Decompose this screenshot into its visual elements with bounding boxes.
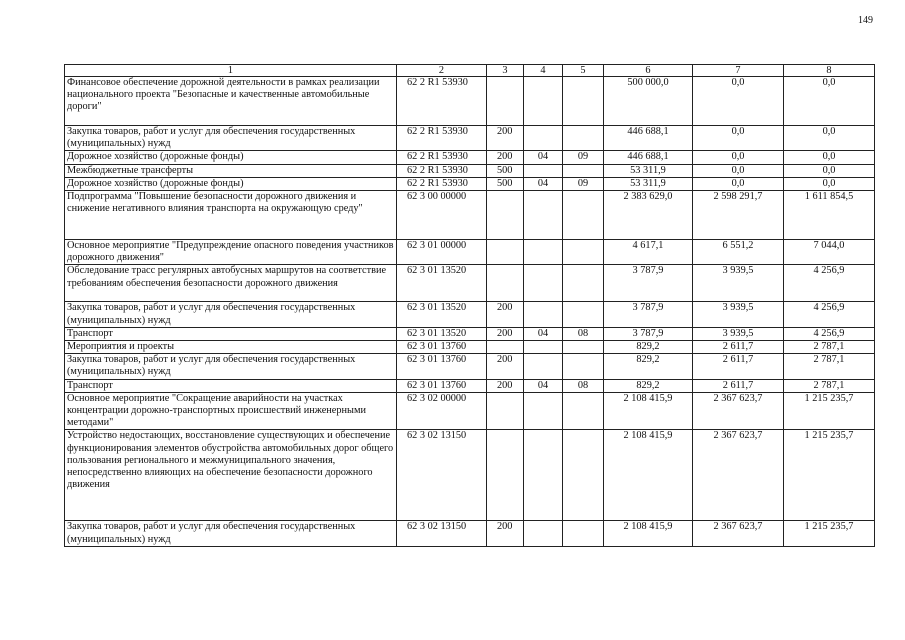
row-name-cell: Подпрограмма "Повышение безопасности дорожного движения и снижение негативного влияния транспорта на окружающую среду" bbox=[65, 191, 397, 240]
row-code-cell: 62 3 01 13520 bbox=[397, 265, 487, 302]
row-subsection-cell bbox=[563, 265, 604, 302]
row-subsection-cell bbox=[563, 164, 604, 177]
row-section-cell: 04 bbox=[524, 151, 563, 164]
row-subsection-cell bbox=[563, 392, 604, 430]
row-vr-cell: 200 bbox=[487, 327, 524, 340]
row-subsection-cell bbox=[563, 302, 604, 327]
row-value-2021-cell: 4 256,9 bbox=[784, 302, 875, 327]
row-value-2020-cell: 0,0 bbox=[693, 177, 784, 190]
row-subsection-cell: 09 bbox=[563, 177, 604, 190]
row-name-cell: Межбюджетные трансферты bbox=[65, 164, 397, 177]
row-value-2021-cell: 1 215 235,7 bbox=[784, 392, 875, 430]
header-cell: 3 bbox=[487, 65, 524, 77]
row-value-2019-cell: 829,2 bbox=[604, 379, 693, 392]
row-name-cell: Устройство недостающих, восстановление существующих и обеспечение функционирования элементов обустройства автомобильных дорог общего пользования регионального и межмуниципального значения, непосредственно влияющих на обеспечение безопасности дорожного движения bbox=[65, 430, 397, 521]
row-value-2021-cell: 4 256,9 bbox=[784, 327, 875, 340]
row-section-cell: 04 bbox=[524, 327, 563, 340]
row-code-cell: 62 3 01 00000 bbox=[397, 240, 487, 265]
row-value-2019-cell: 829,2 bbox=[604, 354, 693, 379]
row-code-cell: 62 3 02 13150 bbox=[397, 430, 487, 521]
row-value-2020-cell: 3 939,5 bbox=[693, 327, 784, 340]
row-name-cell: Основное мероприятие "Сокращение аварийности на участках концентрации дорожно-транспортных происшествий инженерными методами" bbox=[65, 392, 397, 430]
row-value-2021-cell: 7 044,0 bbox=[784, 240, 875, 265]
row-value-2021-cell: 2 787,1 bbox=[784, 341, 875, 354]
row-name-cell: Закупка товаров, работ и услуг для обеспечения государственных (муниципальных) нужд bbox=[65, 354, 397, 379]
row-code-cell: 62 2 R1 53930 bbox=[397, 77, 487, 126]
row-value-2021-cell: 1 611 854,5 bbox=[784, 191, 875, 240]
row-value-2020-cell: 2 611,7 bbox=[693, 354, 784, 379]
row-name-cell: Дорожное хозяйство (дорожные фонды) bbox=[65, 177, 397, 190]
row-vr-cell: 200 bbox=[487, 126, 524, 151]
row-section-cell bbox=[524, 392, 563, 430]
row-vr-cell bbox=[487, 265, 524, 302]
row-name-cell: Основное мероприятие "Предупреждение опасного поведения участников дорожного движения" bbox=[65, 240, 397, 265]
row-value-2021-cell: 0,0 bbox=[784, 151, 875, 164]
header-cell: 6 bbox=[604, 65, 693, 77]
row-name-cell: Транспорт bbox=[65, 379, 397, 392]
row-subsection-cell: 08 bbox=[563, 379, 604, 392]
row-code-cell: 62 3 01 13760 bbox=[397, 341, 487, 354]
row-value-2019-cell: 446 688,1 bbox=[604, 126, 693, 151]
table-row bbox=[65, 327, 875, 340]
table-row bbox=[65, 430, 875, 521]
row-value-2021-cell: 0,0 bbox=[784, 77, 875, 126]
row-name-cell: Обследование трасс регулярных автобусных маршрутов на соответствие требованиям обеспечения безопасности дорожного движения bbox=[65, 265, 397, 302]
row-value-2020-cell: 0,0 bbox=[693, 126, 784, 151]
header-row bbox=[65, 65, 875, 77]
table-row bbox=[65, 77, 875, 126]
table-row bbox=[65, 392, 875, 430]
row-subsection-cell bbox=[563, 191, 604, 240]
table-row bbox=[65, 191, 875, 240]
row-value-2019-cell: 2 108 415,9 bbox=[604, 430, 693, 521]
row-value-2020-cell: 0,0 bbox=[693, 151, 784, 164]
row-code-cell: 62 3 02 00000 bbox=[397, 392, 487, 430]
page-number: 149 bbox=[858, 15, 873, 26]
table-row bbox=[65, 164, 875, 177]
row-section-cell bbox=[524, 265, 563, 302]
table-row bbox=[65, 151, 875, 164]
row-subsection-cell bbox=[563, 77, 604, 126]
row-name-cell: Финансовое обеспечение дорожной деятельности в рамках реализации национального проекта "Безопасные и качественные автомобильные дороги" bbox=[65, 77, 397, 126]
row-value-2020-cell: 0,0 bbox=[693, 164, 784, 177]
row-name-cell: Транспорт bbox=[65, 327, 397, 340]
table-row bbox=[65, 126, 875, 151]
row-section-cell bbox=[524, 341, 563, 354]
row-vr-cell: 500 bbox=[487, 164, 524, 177]
row-name-cell: Закупка товаров, работ и услуг для обеспечения государственных (муниципальных) нужд bbox=[65, 521, 397, 546]
row-value-2019-cell: 3 787,9 bbox=[604, 302, 693, 327]
row-vr-cell: 200 bbox=[487, 354, 524, 379]
row-vr-cell: 200 bbox=[487, 379, 524, 392]
row-value-2020-cell: 3 939,5 bbox=[693, 302, 784, 327]
row-section-cell bbox=[524, 354, 563, 379]
row-value-2019-cell: 2 108 415,9 bbox=[604, 392, 693, 430]
row-value-2021-cell: 4 256,9 bbox=[784, 265, 875, 302]
table-row bbox=[65, 521, 875, 546]
table-row bbox=[65, 265, 875, 302]
row-code-cell: 62 3 02 13150 bbox=[397, 521, 487, 546]
row-section-cell bbox=[524, 240, 563, 265]
row-value-2021-cell: 1 215 235,7 bbox=[784, 521, 875, 546]
row-value-2019-cell: 4 617,1 bbox=[604, 240, 693, 265]
row-code-cell: 62 2 R1 53930 bbox=[397, 177, 487, 190]
row-subsection-cell bbox=[563, 126, 604, 151]
row-vr-cell: 500 bbox=[487, 177, 524, 190]
table-row bbox=[65, 379, 875, 392]
row-value-2020-cell: 6 551,2 bbox=[693, 240, 784, 265]
row-value-2019-cell: 829,2 bbox=[604, 341, 693, 354]
row-value-2019-cell: 2 383 629,0 bbox=[604, 191, 693, 240]
row-name-cell: Дорожное хозяйство (дорожные фонды) bbox=[65, 151, 397, 164]
row-section-cell bbox=[524, 164, 563, 177]
row-vr-cell bbox=[487, 430, 524, 521]
row-vr-cell bbox=[487, 392, 524, 430]
row-value-2019-cell: 500 000,0 bbox=[604, 77, 693, 126]
row-section-cell bbox=[524, 126, 563, 151]
row-section-cell bbox=[524, 521, 563, 546]
budget-table bbox=[64, 64, 875, 547]
row-name-cell: Закупка товаров, работ и услуг для обеспечения государственных (муниципальных) нужд bbox=[65, 126, 397, 151]
row-value-2021-cell: 0,0 bbox=[784, 126, 875, 151]
row-value-2019-cell: 2 108 415,9 bbox=[604, 521, 693, 546]
header-cell: 8 bbox=[784, 65, 875, 77]
row-subsection-cell bbox=[563, 341, 604, 354]
row-value-2019-cell: 446 688,1 bbox=[604, 151, 693, 164]
row-code-cell: 62 3 00 00000 bbox=[397, 191, 487, 240]
row-value-2020-cell: 2 367 623,7 bbox=[693, 430, 784, 521]
row-value-2019-cell: 53 311,9 bbox=[604, 164, 693, 177]
row-value-2021-cell: 2 787,1 bbox=[784, 379, 875, 392]
row-value-2019-cell: 53 311,9 bbox=[604, 177, 693, 190]
row-code-cell: 62 3 01 13520 bbox=[397, 327, 487, 340]
table-row bbox=[65, 302, 875, 327]
table-row bbox=[65, 240, 875, 265]
row-value-2020-cell: 2 611,7 bbox=[693, 379, 784, 392]
row-value-2021-cell: 1 215 235,7 bbox=[784, 430, 875, 521]
row-section-cell bbox=[524, 191, 563, 240]
row-value-2019-cell: 3 787,9 bbox=[604, 265, 693, 302]
row-vr-cell bbox=[487, 341, 524, 354]
row-section-cell bbox=[524, 302, 563, 327]
row-vr-cell: 200 bbox=[487, 151, 524, 164]
row-code-cell: 62 2 R1 53930 bbox=[397, 151, 487, 164]
row-subsection-cell bbox=[563, 354, 604, 379]
row-code-cell: 62 3 01 13760 bbox=[397, 354, 487, 379]
row-subsection-cell bbox=[563, 240, 604, 265]
row-value-2020-cell: 2 611,7 bbox=[693, 341, 784, 354]
header-cell: 2 bbox=[397, 65, 487, 77]
row-subsection-cell bbox=[563, 430, 604, 521]
row-vr-cell bbox=[487, 191, 524, 240]
row-vr-cell bbox=[487, 77, 524, 126]
row-vr-cell bbox=[487, 240, 524, 265]
row-value-2020-cell: 2 598 291,7 bbox=[693, 191, 784, 240]
row-subsection-cell: 08 bbox=[563, 327, 604, 340]
table-row bbox=[65, 354, 875, 379]
table-body bbox=[65, 65, 875, 547]
row-value-2020-cell: 2 367 623,7 bbox=[693, 521, 784, 546]
row-value-2020-cell: 3 939,5 bbox=[693, 265, 784, 302]
header-cell: 7 bbox=[693, 65, 784, 77]
row-name-cell: Мероприятия и проекты bbox=[65, 341, 397, 354]
row-vr-cell: 200 bbox=[487, 302, 524, 327]
table-row bbox=[65, 341, 875, 354]
row-value-2021-cell: 0,0 bbox=[784, 164, 875, 177]
header-cell: 4 bbox=[524, 65, 563, 77]
row-code-cell: 62 2 R1 53930 bbox=[397, 164, 487, 177]
row-value-2021-cell: 0,0 bbox=[784, 177, 875, 190]
row-value-2020-cell: 0,0 bbox=[693, 77, 784, 126]
row-vr-cell: 200 bbox=[487, 521, 524, 546]
row-subsection-cell: 09 bbox=[563, 151, 604, 164]
header-cell: 5 bbox=[563, 65, 604, 77]
row-code-cell: 62 3 01 13520 bbox=[397, 302, 487, 327]
row-section-cell: 04 bbox=[524, 177, 563, 190]
row-value-2021-cell: 2 787,1 bbox=[784, 354, 875, 379]
row-value-2019-cell: 3 787,9 bbox=[604, 327, 693, 340]
row-code-cell: 62 2 R1 53930 bbox=[397, 126, 487, 151]
row-section-cell bbox=[524, 77, 563, 126]
row-section-cell bbox=[524, 430, 563, 521]
row-name-cell: Закупка товаров, работ и услуг для обеспечения государственных (муниципальных) нужд bbox=[65, 302, 397, 327]
row-value-2020-cell: 2 367 623,7 bbox=[693, 392, 784, 430]
row-code-cell: 62 3 01 13760 bbox=[397, 379, 487, 392]
row-section-cell: 04 bbox=[524, 379, 563, 392]
header-cell: 1 bbox=[65, 65, 397, 77]
row-subsection-cell bbox=[563, 521, 604, 546]
table-row bbox=[65, 177, 875, 190]
